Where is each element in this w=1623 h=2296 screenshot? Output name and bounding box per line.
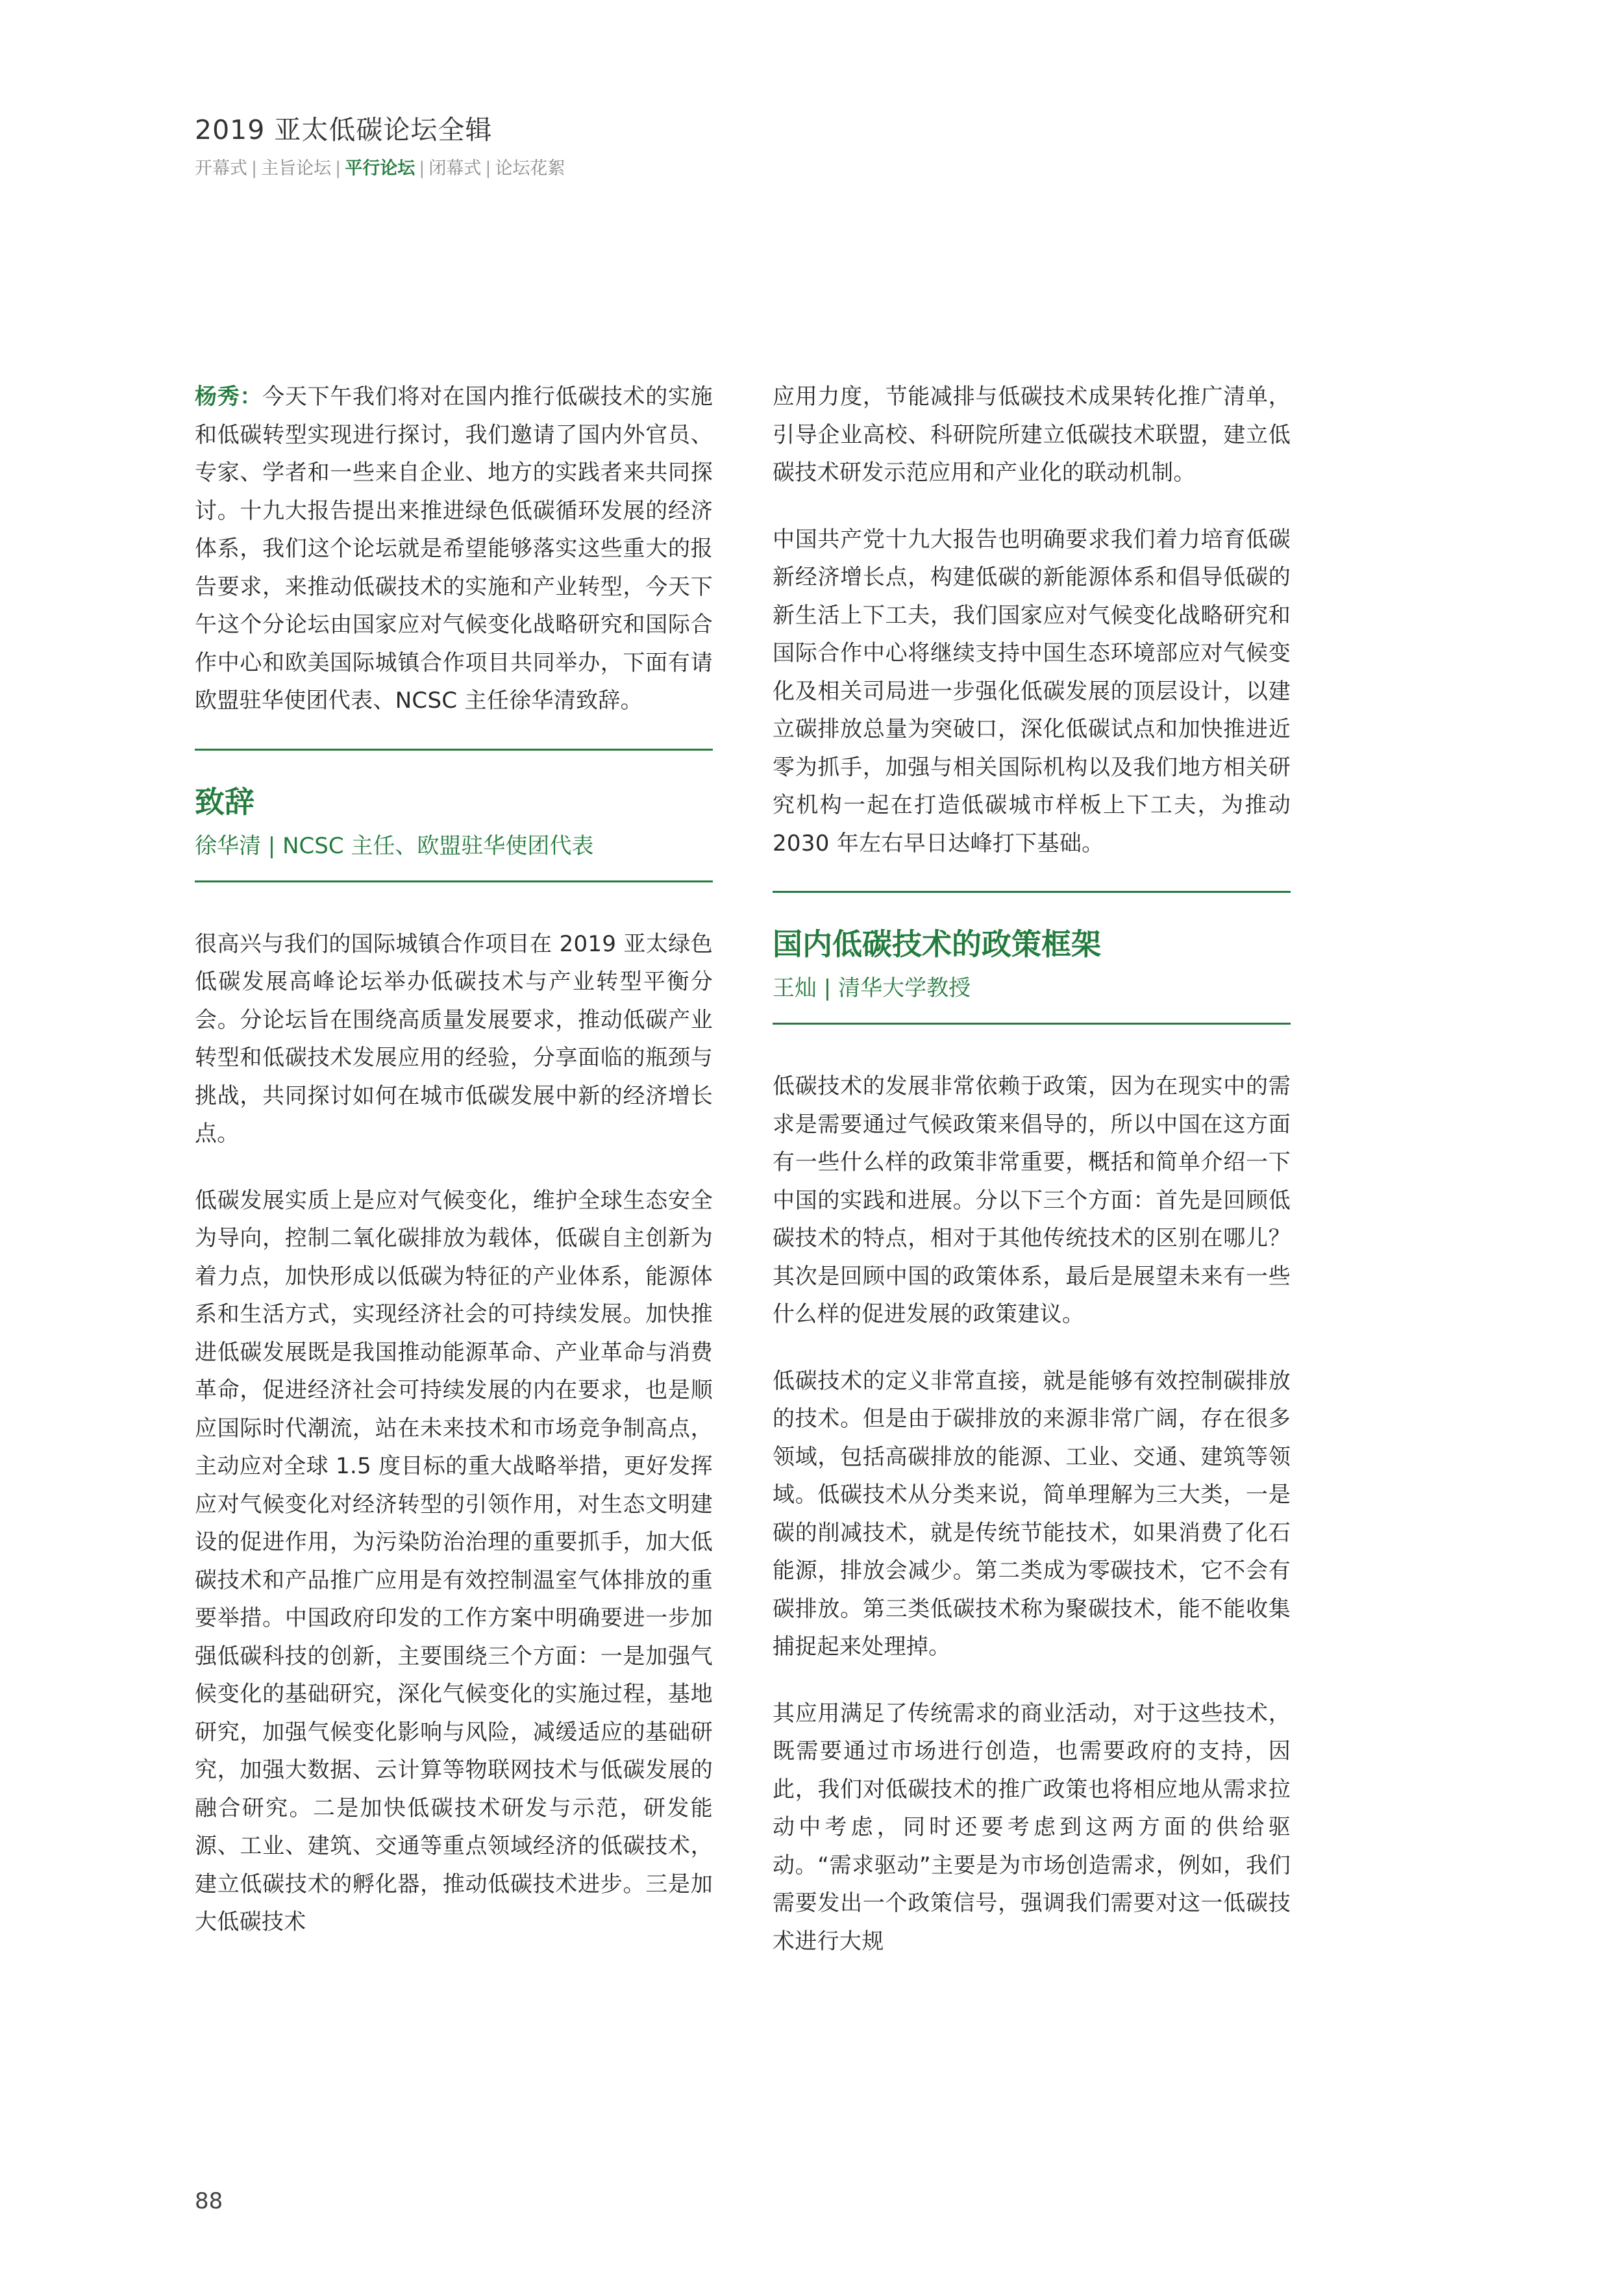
nav-item-closing[interactable]: 闭幕式 (428, 158, 482, 179)
nav-item-parallel-active[interactable]: 平行论坛 (345, 158, 415, 179)
body-paragraph: 低碳发展实质上是应对气候变化，维护全球生态安全为导向，控制二氧化碳排放为载体，低碳自主创新为着力点，加快形成以低碳为特征的产业体系，能源体系和生活方式，实现经济社会的可持续发展。加快推进低碳发展既是我国推动能源革命、产业革命与消费革命，促进经济社会可持续发展的内在要求，也是顺应国际时代潮流，站在未来技术和市场竞争制高点，主动应对全球 1.5 度目标的重大战略举措，更好发挥应对气候变化对经济转型的引领作用，对生态文明建设的促进作用，为污染防治治理的重要抓手，加大低碳技术和产品推广应用是有效控制温室气体排放的重要举措。中国政府印发的工作方案中明确要进一步加强低碳科技的创新，主要围绕三个方面：一是加强气候变化的基础研究，深化气候变化的实施过程，基地研究，加强气候变化影响与风险，减缓适应的基础研究，加强大数据、云计算等物联网技术与低碳发展的融合研究。二是加快低碳技术研发与示范，研发能源、工业、建筑、交通等重点领域经济的低碳技术，建立低碳技术的孵化器，推动低碳技术进步。三是加大低碳技术 (195, 1187, 713, 1935)
body-paragraph: 低碳技术的定义非常直接，就是能够有效控制碳排放的技术。但是由于碳排放的来源非常广阔，存在很多领域，包括高碳排放的能源、工业、交通、建筑等领域。低碳技术从分类来说，简单理解为三大类，一是碳的削减技术，就是传统节能技术，如果消费了化石能源，排放会减少。第二类成为零碳技术，它不会有碳排放。第三类低碳技术称为聚碳技术，能不能收集捕捉起来处理掉。 (773, 1367, 1291, 1660)
section-divider-bottom (195, 880, 713, 882)
section-address (195, 749, 713, 882)
section-policy-framework (773, 891, 1291, 1025)
left-column (195, 378, 713, 1970)
body-paragraph: 其应用满足了传统需求的商业活动，对于这些技术，既需要通过市场进行创造，也需要政府的支持，因此，我们对低碳技术的推广政策也将相应地从需求拉动中考虑，同时还要考虑到这两方面的供给驱动。“需求驱动”主要是为市场创造需求，例如，我们需要发出一个政策信号，强调我们需要对这一低碳技术进行大规 (773, 1700, 1291, 1954)
section-speaker: 徐华清 | NCSC 主任、欧盟驻华使团代表 (195, 832, 594, 859)
nav-item-opening[interactable]: 开幕式 (195, 158, 247, 179)
section-title: 致辞 (195, 784, 254, 819)
nav-separator: | (419, 158, 425, 179)
page-header (195, 110, 565, 182)
section-title: 国内低碳技术的政策框架 (773, 927, 1101, 962)
section-divider-top (773, 891, 1291, 893)
intro-text: 今天下午我们将对在国内推行低碳技术的实施和低碳转型实现进行探讨，我们邀请了国内外官员、专家、学者和一些来自企业、地方的实践者来共同探讨。十九大报告提出来推进绿色低碳循环发展的经济体系，我们这个论坛就是希望能够落实这些重大的报告要求，来推动低碳技术的实施和产业转型，今天下午这个分论坛由国家应对气候变化战略研究和国际合作中心和欧美国际城镇合作项目共同举办，下面有请欧盟驻华使团代表、NCSC 主任徐华清致辞。 (195, 384, 713, 714)
body-paragraph: 低碳技术的发展非常依赖于政策，因为在现实中的需求是需要通过气候政策来倡导的，所以中国在这方面有一些什么样的政策非常重要，概括和简单介绍一下中国的实践和进展。分以下三个方面：首先是回顾低碳技术的特点，相对于其他传统技术的区别在哪儿？其次是回顾中国的政策体系，最后是展望未来有一些什么样的促进发展的政策建议。 (773, 1073, 1291, 1327)
section-divider-bottom (773, 1023, 1291, 1025)
document-title: 2019 亚太低碳论坛全辑 (195, 114, 493, 145)
body-paragraph: 应用力度，节能减排与低碳技术成果转化推广清单，引导企业高校、科研院所建立低碳技术联盟，建立低碳技术研发示范应用和产业化的联动机制。 (773, 384, 1291, 486)
nav-separator: | (251, 158, 258, 179)
body-paragraph: 中国共产党十九大报告也明确要求我们着力培育低碳新经济增长点，构建低碳的新能源体系和倡导低碳的新生活上下工夫，我们国家应对气候变化战略研究和国际合作中心将继续支持中国生态环境部应对气候变化及相关司局进一步强化低碳发展的顶层设计，以建立碳排放总量为突破口，深化低碳试点和加快推进近零为抓手，加强与相关国际机构以及我们地方相关研究机构一起在打造低碳城市样板上下工夫，为推动 2030 年左右早日达峰打下基础。 (773, 526, 1291, 856)
nav-separator: | (335, 158, 341, 179)
speaker-name: 杨秀： (195, 384, 263, 410)
section-nav (195, 156, 565, 182)
page-number: 88 (195, 2188, 223, 2214)
nav-separator: | (485, 158, 491, 179)
nav-item-keynote[interactable]: 主旨论坛 (261, 158, 332, 179)
section-speaker: 王灿 | 清华大学教授 (773, 975, 971, 1001)
section-divider-top (195, 749, 713, 751)
nav-item-highlights[interactable]: 论坛花絮 (495, 158, 565, 179)
right-column (773, 378, 1291, 1989)
intro-paragraph (195, 378, 713, 720)
body-paragraph: 很高兴与我们的国际城镇合作项目在 2019 亚太绿色低碳发展高峰论坛举办低碳技术与产业转型平衡分会。分论坛旨在围绕高质量发展要求，推动低碳产业转型和低碳技术发展应用的经验，分享面临的瓶颈与挑战，共同探讨如何在城市低碳发展中新的经济增长点。 (195, 930, 713, 1147)
